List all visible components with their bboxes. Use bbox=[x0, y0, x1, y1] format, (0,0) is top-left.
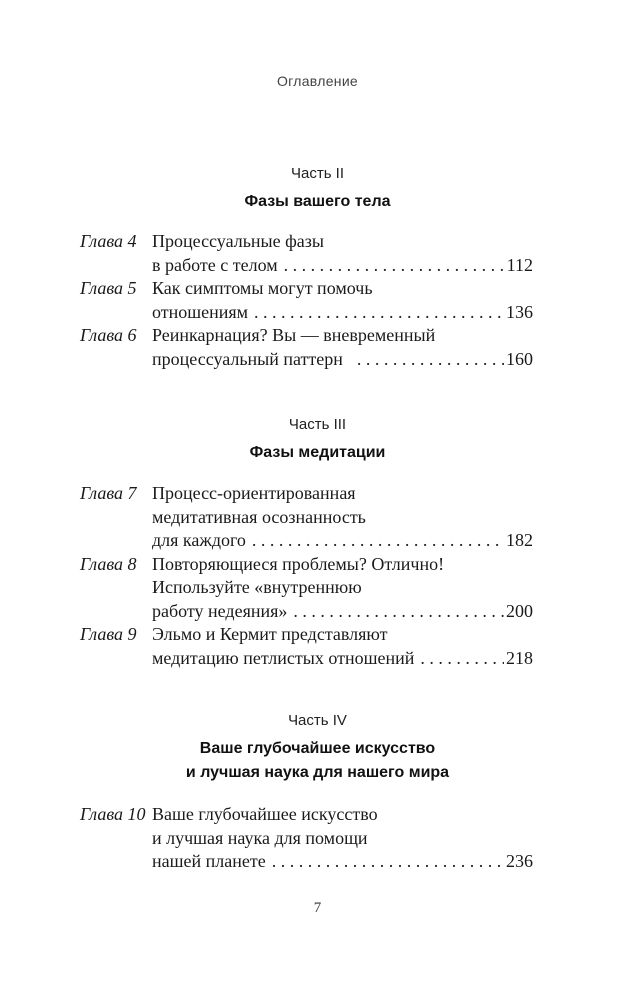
part-label: Часть IV bbox=[288, 712, 347, 729]
toc-entry[interactable] bbox=[80, 324, 533, 371]
toc-list bbox=[80, 482, 533, 670]
leader-dots bbox=[357, 348, 504, 372]
running-header: Оглавление bbox=[276, 73, 359, 89]
toc-list bbox=[80, 803, 533, 874]
part-title-line: Фазы вашего тела bbox=[244, 193, 391, 210]
part-heading bbox=[0, 163, 635, 214]
leader-dots bbox=[252, 529, 504, 553]
page-number: 112 bbox=[506, 254, 533, 275]
chapter-title-line: Процессуальные фазы bbox=[152, 231, 324, 251]
leader-dots bbox=[254, 301, 504, 325]
page-number: 182 bbox=[506, 530, 533, 550]
chapter-number: Глава 9 bbox=[80, 624, 137, 644]
chapter-number: Глава 10 bbox=[80, 804, 146, 824]
chapter-title-line: Повторяющиеся проблемы? Отлично! bbox=[152, 553, 445, 574]
chapter-title-line: отношениям bbox=[152, 301, 249, 322]
part-title-line: Ваше глубочайшее искусство bbox=[199, 740, 436, 757]
chapter-title-line: нашей планете bbox=[152, 851, 266, 871]
leader-dots bbox=[420, 647, 504, 671]
page-number: 136 bbox=[506, 301, 533, 322]
chapter-title-line: и лучшая наука для помощи bbox=[152, 827, 368, 848]
page-number: 160 bbox=[506, 348, 533, 369]
toc-entry[interactable] bbox=[80, 553, 533, 624]
chapter-title-line: Как симптомы могут помочь bbox=[152, 278, 373, 298]
chapter-number: Глава 4 bbox=[80, 231, 137, 251]
chapter-number: Глава 5 bbox=[80, 278, 137, 298]
leader-dots bbox=[293, 600, 504, 624]
chapter-title-line: Процесс-ориентированная bbox=[152, 483, 356, 503]
chapter-title-line: Эльмо и Кермит представляют bbox=[152, 624, 388, 644]
chapter-title-line: медитативная осознанность bbox=[152, 506, 366, 527]
chapter-title-line: работу недеяния» bbox=[152, 600, 288, 621]
part-title bbox=[0, 190, 635, 214]
part-heading bbox=[0, 710, 635, 785]
chapter-title-line: медитацию петлистых отношений bbox=[152, 647, 415, 668]
leader-dots bbox=[272, 850, 504, 874]
page-folio: 7 bbox=[313, 900, 322, 916]
part-title bbox=[0, 737, 635, 785]
part-title-line: Фазы медитации bbox=[249, 444, 386, 461]
chapter-title-line: для каждого bbox=[152, 530, 246, 550]
part-heading bbox=[0, 414, 635, 465]
leader-dots bbox=[284, 254, 505, 278]
toc-list bbox=[80, 230, 533, 371]
page-number: 218 bbox=[506, 647, 533, 668]
chapter-number: Глава 7 bbox=[80, 483, 137, 503]
toc-entry[interactable] bbox=[80, 803, 533, 874]
chapter-title-line: Используйте «внутреннюю bbox=[152, 577, 362, 597]
part-label: Часть II bbox=[290, 165, 345, 182]
page-number: 236 bbox=[506, 851, 533, 871]
chapter-number: Глава 8 bbox=[80, 553, 137, 574]
chapter-number: Глава 6 bbox=[80, 325, 137, 345]
toc-entry[interactable] bbox=[80, 230, 533, 277]
part-title-line: и лучшая наука для нашего мира bbox=[185, 764, 450, 781]
chapter-title-line: процессуальный паттерн bbox=[152, 348, 343, 369]
part-label: Часть III bbox=[288, 416, 347, 433]
part-title bbox=[0, 441, 635, 465]
page-number: 200 bbox=[506, 600, 533, 621]
toc-entry[interactable] bbox=[80, 623, 533, 670]
toc-entry[interactable] bbox=[80, 482, 533, 553]
chapter-title-line: Ваше глубочайшее искусство bbox=[152, 804, 378, 824]
toc-entry[interactable] bbox=[80, 277, 533, 324]
chapter-title-line: Реинкарнация? Вы — вневременный bbox=[152, 325, 436, 345]
chapter-title-line: в работе с телом bbox=[152, 254, 278, 275]
